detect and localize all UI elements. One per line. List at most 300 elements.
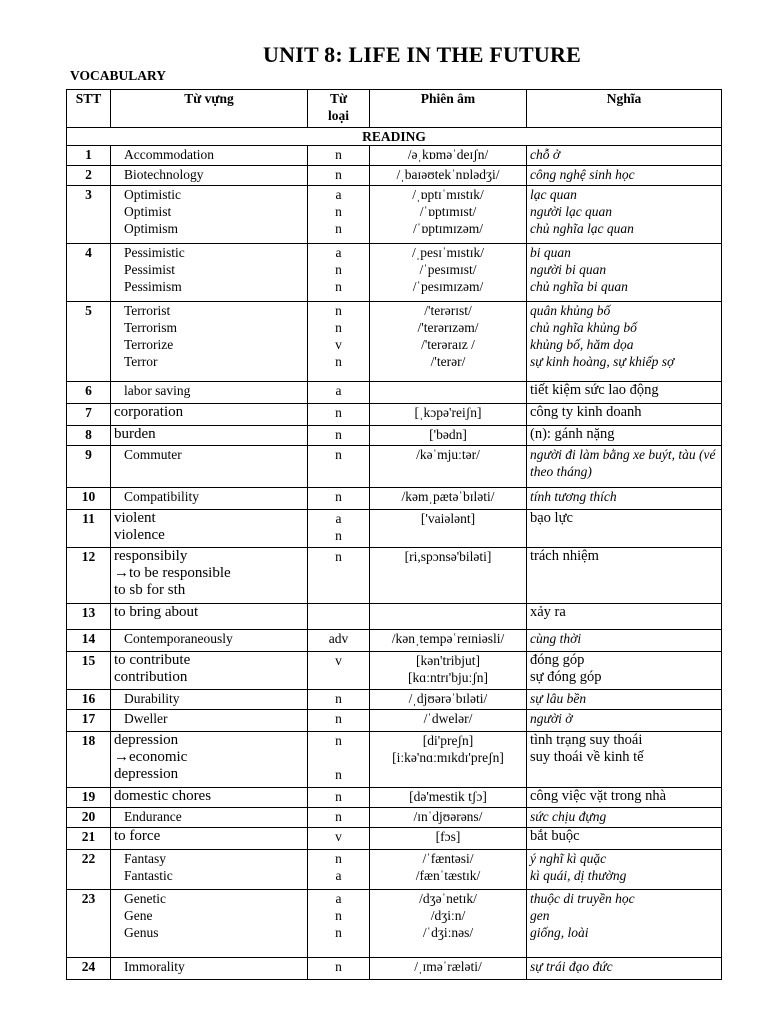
- meaning-line: trách nhiệm: [530, 548, 599, 564]
- vocab-word-line: depression: [114, 732, 179, 748]
- part-of-speech-line: n: [335, 427, 342, 442]
- pronunciation-line: /ˈdwelər/: [423, 711, 473, 726]
- part-of-speech-line: n: [335, 405, 342, 420]
- row-number: 14: [67, 630, 111, 652]
- part-of-speech: [308, 186, 370, 244]
- section-subtitle: VOCABULARY: [70, 68, 167, 83]
- vocab-word-line: Pessimistic: [124, 245, 185, 260]
- vocab-word: [111, 446, 308, 488]
- pronunciation-line: [373, 382, 523, 399]
- pronunciation: [370, 710, 527, 732]
- pronunciation-line: /ˈɒptɪmɪzəm/: [412, 221, 484, 236]
- pronunciation-line: /kəmˌpætəˈbɪləti/: [401, 489, 495, 504]
- vocab-word-line: Genus: [124, 925, 159, 940]
- pronunciation-line: /'terər/: [430, 354, 466, 369]
- part-of-speech: [308, 488, 370, 510]
- pronunciation-line: /ˈɒptɪmɪst/: [419, 204, 477, 219]
- part-of-speech-line: n: [335, 691, 342, 706]
- meaning-line: chủ nghĩa khủng bố: [530, 320, 637, 335]
- meaning-line: sự trái đạo đức: [530, 959, 613, 974]
- part-of-speech-line: n: [335, 733, 342, 748]
- part-of-speech-line: n: [335, 354, 342, 369]
- meaning-line: ý nghĩ kì quặc: [530, 851, 607, 866]
- meaning-line: bắt buộc: [530, 828, 580, 844]
- pronunciation-line: /kəˈmjuːtər/: [416, 447, 480, 462]
- row-number: 8: [67, 426, 111, 446]
- pronunciation-line: /'terəraɪz /: [421, 337, 475, 352]
- header-stt: STT: [67, 90, 111, 128]
- vocab-word-line: to force: [114, 828, 161, 844]
- meaning: [527, 710, 722, 732]
- table-row: [67, 630, 722, 652]
- part-of-speech-line: a: [335, 187, 342, 202]
- meaning: [527, 510, 722, 548]
- vocab-word: [111, 302, 308, 382]
- pronunciation: [370, 186, 527, 244]
- vocab-word-line: Immorality: [124, 959, 185, 974]
- meaning-line: tình trạng suy thoái: [530, 732, 643, 748]
- vocabulary-table: [66, 89, 722, 980]
- table-row: [67, 244, 722, 302]
- pronunciation: [370, 548, 527, 604]
- pronunciation: [370, 850, 527, 890]
- row-number: 11: [67, 510, 111, 548]
- pronunciation-line: [ri,spɔnsə'biləti]: [404, 549, 492, 564]
- row-number: 22: [67, 850, 111, 890]
- pronunciation: [370, 958, 527, 980]
- meaning-line: sức chịu đựng: [530, 809, 607, 824]
- pronunciation-line: /dʒəˈnetɪk/: [419, 891, 477, 906]
- row-number: 16: [67, 690, 111, 710]
- pronunciation: [370, 732, 527, 788]
- meaning: [527, 604, 722, 630]
- row-number: 12: [67, 548, 111, 604]
- row-number: 17: [67, 710, 111, 732]
- pronunciation: [370, 488, 527, 510]
- vocab-word-line: Biotechnology: [124, 167, 204, 182]
- table-row: [67, 146, 722, 166]
- meaning: [527, 788, 722, 808]
- row-number: 10: [67, 488, 111, 510]
- vocab-word-line: Commuter: [124, 447, 182, 462]
- part-of-speech: [308, 958, 370, 980]
- table-header-row: [67, 90, 722, 128]
- vocab-word-line: Genetic: [124, 891, 166, 906]
- part-of-speech: [308, 850, 370, 890]
- vocab-word-line: Contemporaneously: [124, 631, 233, 646]
- meaning-line: theo tháng): [530, 464, 592, 479]
- pronunciation: [370, 630, 527, 652]
- row-number: 13: [67, 604, 111, 630]
- part-of-speech: [308, 732, 370, 788]
- part-of-speech-line: n: [335, 303, 342, 318]
- pronunciation-line: /ˌbaɪəʊtekˈnɒlədʒi/: [396, 167, 500, 182]
- part-of-speech-line: n: [335, 851, 342, 866]
- meaning-line: đóng góp: [530, 652, 585, 668]
- pronunciation-line: /fænˈtæstɪk/: [415, 868, 481, 883]
- meaning: [527, 146, 722, 166]
- meaning-line: công nghệ sinh học: [530, 167, 635, 182]
- vocab-word-line: →to be responsible: [114, 565, 231, 581]
- row-number: 6: [67, 382, 111, 404]
- vocab-word-line: Accommodation: [124, 147, 214, 162]
- pronunciation-line: /əˌkɒməˈdeɪʃn/: [407, 147, 489, 162]
- vocab-word-line: violent: [114, 510, 156, 526]
- pronunciation-line: /ˈdʒiːnəs/: [422, 925, 474, 940]
- meaning-line: tính tương thích: [530, 489, 617, 504]
- part-of-speech: [308, 382, 370, 404]
- meaning-line: công ty kinh doanh: [530, 404, 642, 420]
- vocab-word: [111, 166, 308, 186]
- pronunciation: [370, 510, 527, 548]
- row-number: 20: [67, 808, 111, 828]
- header-meaning: Nghĩa: [527, 90, 722, 128]
- pronunciation: [370, 828, 527, 850]
- meaning: [527, 186, 722, 244]
- vocab-word-line: contribution: [114, 669, 188, 685]
- part-of-speech-line: a: [335, 868, 342, 883]
- part-of-speech: [308, 690, 370, 710]
- vocab-word: [111, 548, 308, 604]
- part-of-speech-line: adv: [328, 631, 349, 646]
- pronunciation-line: /'terərɪst/: [424, 303, 472, 318]
- pronunciation-line: /ˈpesɪmɪzəm/: [412, 279, 484, 294]
- table-row: [67, 808, 722, 828]
- meaning: [527, 404, 722, 426]
- pronunciation: [370, 146, 527, 166]
- vocab-word: [111, 244, 308, 302]
- vocab-word-line: Optimism: [124, 221, 179, 236]
- part-of-speech-line: n: [335, 320, 342, 335]
- vocab-word-line: depression: [114, 766, 179, 782]
- part-of-speech: [308, 302, 370, 382]
- page-title: UNIT 8: LIFE IN THE FUTURE: [263, 42, 581, 67]
- vocab-word-line: responsibily: [114, 548, 188, 564]
- row-number: 24: [67, 958, 111, 980]
- meaning: [527, 548, 722, 604]
- meaning-line: người bi quan: [530, 262, 607, 277]
- part-of-speech-line: n: [335, 789, 342, 804]
- part-of-speech: [308, 446, 370, 488]
- vocab-word-line: Fantasy: [124, 851, 166, 866]
- pronunciation-line: /ˈpesɪmɪst/: [419, 262, 477, 277]
- vocab-word-line: Fantastic: [124, 868, 173, 883]
- meaning: [527, 850, 722, 890]
- vocab-word: [111, 630, 308, 652]
- pronunciation-line: [di'preʃn]: [422, 733, 474, 748]
- pronunciation: [370, 690, 527, 710]
- row-number: 21: [67, 828, 111, 850]
- part-of-speech: [308, 146, 370, 166]
- table-row: [67, 404, 722, 426]
- row-number: 1: [67, 146, 111, 166]
- vocab-word-line: Gene: [124, 908, 153, 923]
- meaning-line: suy thoái về kinh tế: [530, 749, 644, 765]
- part-of-speech-line: n: [335, 147, 342, 162]
- part-of-speech-line: a: [335, 245, 342, 260]
- vocab-word-line: burden: [114, 426, 156, 442]
- pronunciation-line: /ˌɒptɪˈmɪstɪk/: [412, 187, 484, 202]
- part-of-speech: [308, 604, 370, 630]
- table-row: [67, 426, 722, 446]
- table-row: [67, 548, 722, 604]
- header-ipa: Phiên âm: [370, 90, 527, 128]
- pronunciation-line: [də'mestik tʃɔ]: [409, 789, 487, 804]
- meaning: [527, 302, 722, 382]
- vocab-word-line: domestic chores: [114, 788, 212, 804]
- meaning-line: quân khủng bố: [530, 303, 611, 318]
- meaning: [527, 808, 722, 828]
- pronunciation-line: ['bədn]: [429, 427, 467, 442]
- row-number: 2: [67, 166, 111, 186]
- part-of-speech-line: a: [335, 383, 342, 398]
- meaning-line: người ở: [530, 711, 573, 726]
- meaning-line: chủ nghĩa lạc quan: [530, 221, 634, 236]
- section-label: READING: [67, 128, 722, 146]
- vocab-word-line: Terrorist: [124, 303, 171, 318]
- part-of-speech-line: n: [335, 959, 342, 974]
- part-of-speech-line: n: [335, 528, 342, 543]
- meaning: [527, 828, 722, 850]
- part-of-speech: [308, 426, 370, 446]
- row-number: 19: [67, 788, 111, 808]
- table-row: [67, 446, 722, 488]
- meaning-line: khủng bố, hăm dọa: [530, 337, 634, 352]
- meaning-line: công việc vặt trong nhà: [530, 788, 667, 804]
- vocab-word: [111, 788, 308, 808]
- part-of-speech: [308, 808, 370, 828]
- meaning-line: sự đóng góp: [530, 669, 602, 685]
- table-row: [67, 382, 722, 404]
- vocab-word: [111, 828, 308, 850]
- table-row: [67, 828, 722, 850]
- meaning-line: giống, loài: [530, 925, 589, 940]
- pronunciation-line: /ɪnˈdjʊərəns/: [413, 809, 483, 824]
- pronunciation-line: [fɔs]: [435, 829, 461, 844]
- vocab-word-line: Dweller: [124, 711, 168, 726]
- pronunciation: [370, 382, 527, 404]
- part-of-speech: [308, 890, 370, 958]
- table-row: [67, 186, 722, 244]
- pronunciation-line: [kən'tribjut]: [416, 653, 480, 668]
- meaning: [527, 488, 722, 510]
- vocab-word: [111, 732, 308, 788]
- part-of-speech-line: [311, 604, 366, 621]
- part-of-speech: [308, 828, 370, 850]
- table-row: [67, 710, 722, 732]
- meaning-line: lạc quan: [530, 187, 577, 202]
- pronunciation-line: [373, 604, 523, 621]
- row-number: 15: [67, 652, 111, 690]
- table-row: [67, 488, 722, 510]
- meaning-line: tiết kiệm sức lao động: [530, 382, 659, 398]
- part-of-speech-line: n: [335, 489, 342, 504]
- vocab-word: [111, 710, 308, 732]
- header-word: Từ vựng: [111, 90, 308, 128]
- part-of-speech-line: n: [335, 204, 342, 219]
- vocab-word: [111, 690, 308, 710]
- meaning-line: bi quan: [530, 245, 571, 260]
- part-of-speech: [308, 166, 370, 186]
- vocab-word: [111, 146, 308, 166]
- part-of-speech-line: n: [335, 767, 342, 782]
- table-row: [67, 302, 722, 382]
- part-of-speech-line: n: [335, 221, 342, 236]
- part-of-speech-line: v: [335, 337, 342, 352]
- section-row: [67, 128, 722, 146]
- pronunciation: [370, 404, 527, 426]
- meaning: [527, 652, 722, 690]
- vocab-word-line: Optimist: [124, 204, 172, 219]
- meaning-line: người đi làm bằng xe buýt, tàu (vé: [530, 447, 716, 462]
- vocab-word-line: Terror: [124, 354, 158, 369]
- row-number: 5: [67, 302, 111, 382]
- part-of-speech: [308, 710, 370, 732]
- pronunciation-line: /ˈfæntəsi/: [422, 851, 474, 866]
- meaning-line: gen: [530, 908, 550, 923]
- vocab-word: [111, 652, 308, 690]
- table-row: [67, 166, 722, 186]
- vocab-word-line: Terrorism: [124, 320, 178, 335]
- meaning-line: chủ nghĩa bi quan: [530, 279, 628, 294]
- pronunciation-line: /'terərɪzəm/: [417, 320, 479, 335]
- meaning: [527, 958, 722, 980]
- vocab-word: [111, 186, 308, 244]
- pronunciation-line: /dʒiːn/: [430, 908, 466, 923]
- vocab-word-line: Pessimist: [124, 262, 176, 277]
- row-number: 3: [67, 186, 111, 244]
- part-of-speech-line: a: [335, 891, 342, 906]
- meaning: [527, 630, 722, 652]
- pronunciation: [370, 890, 527, 958]
- part-of-speech: [308, 652, 370, 690]
- meaning: [527, 426, 722, 446]
- pronunciation-line: /ˌdjʊərəˈbɪləti/: [408, 691, 488, 706]
- part-of-speech: [308, 788, 370, 808]
- pronunciation-line: [kɑːntrɪ'bjuːʃn]: [408, 670, 488, 685]
- header-pos: Từ loại: [308, 90, 370, 128]
- part-of-speech: [308, 404, 370, 426]
- vocab-word: [111, 958, 308, 980]
- part-of-speech-line: n: [335, 279, 342, 294]
- part-of-speech-line: a: [335, 511, 342, 526]
- part-of-speech-line: n: [335, 925, 342, 940]
- vocab-word-line: Terrorize: [124, 337, 174, 352]
- pronunciation: [370, 244, 527, 302]
- pronunciation-line: [iːkə'nɑːmɪkdɪ'preʃn]: [392, 750, 504, 765]
- pronunciation-line: ['vaiələnt]: [420, 511, 476, 526]
- pronunciation: [370, 446, 527, 488]
- pronunciation: [370, 788, 527, 808]
- table-row: [67, 604, 722, 630]
- vocab-word-line: Endurance: [124, 809, 182, 824]
- pronunciation: [370, 604, 527, 630]
- vocab-word-line: Durability: [124, 691, 180, 706]
- vocab-word-line: corporation: [114, 404, 184, 420]
- meaning-line: sự lâu bền: [530, 691, 587, 706]
- row-number: 4: [67, 244, 111, 302]
- part-of-speech: [308, 630, 370, 652]
- meaning: [527, 166, 722, 186]
- vocab-word: [111, 604, 308, 630]
- part-of-speech: [308, 510, 370, 548]
- part-of-speech-line: n: [335, 809, 342, 824]
- meaning: [527, 382, 722, 404]
- row-number: 7: [67, 404, 111, 426]
- pronunciation-line: /ˌɪməˈræləti/: [414, 959, 482, 974]
- meaning: [527, 732, 722, 788]
- meaning-line: người lạc quan: [530, 204, 613, 219]
- part-of-speech-line: v: [335, 653, 342, 668]
- vocab-word-line: to bring about: [114, 604, 199, 620]
- meaning: [527, 890, 722, 958]
- vocab-word-line: Optimistic: [124, 187, 181, 202]
- vocab-word: [111, 426, 308, 446]
- pronunciation: [370, 808, 527, 828]
- table-row: [67, 652, 722, 690]
- meaning-line: chỗ ở: [530, 147, 561, 162]
- meaning-line: cùng thời: [530, 631, 582, 646]
- table-row: [67, 732, 722, 788]
- meaning-line: sự kinh hoàng, sự khiếp sợ: [530, 354, 675, 369]
- meaning: [527, 446, 722, 488]
- part-of-speech-line: v: [335, 829, 342, 844]
- vocab-word-line: violence: [114, 527, 165, 543]
- vocab-word: [111, 382, 308, 404]
- vocab-word: [111, 850, 308, 890]
- table-row: [67, 788, 722, 808]
- part-of-speech-line: n: [335, 262, 342, 277]
- meaning-line: kì quái, dị thường: [530, 868, 627, 883]
- row-number: 23: [67, 890, 111, 958]
- table-row: [67, 690, 722, 710]
- part-of-speech-line: n: [335, 711, 342, 726]
- vocab-word: [111, 488, 308, 510]
- vocab-word: [111, 808, 308, 828]
- pronunciation: [370, 166, 527, 186]
- vocab-word-line: to contribute: [114, 652, 191, 668]
- meaning: [527, 244, 722, 302]
- pronunciation: [370, 426, 527, 446]
- part-of-speech-line: n: [335, 167, 342, 182]
- pronunciation: [370, 652, 527, 690]
- pronunciation-line: /ˌpesɪˈmɪstɪk/: [412, 245, 484, 260]
- meaning-line: xảy ra: [530, 604, 566, 620]
- part-of-speech-line: n: [335, 908, 342, 923]
- vocab-word: [111, 510, 308, 548]
- part-of-speech-line: n: [335, 549, 342, 564]
- part-of-speech-line: [311, 749, 366, 766]
- vocab-word-line: labor saving: [124, 383, 191, 398]
- part-of-speech: [308, 244, 370, 302]
- meaning-line: thuộc di truyền học: [530, 891, 635, 906]
- table-row: [67, 850, 722, 890]
- pronunciation-line: [ˌkɔpə'reiʃn]: [414, 405, 482, 420]
- vocab-word-line: Compatibility: [124, 489, 200, 504]
- vocab-word: [111, 890, 308, 958]
- vocab-word-line: →economic: [114, 749, 188, 765]
- vocab-word: [111, 404, 308, 426]
- meaning-line: bạo lực: [530, 510, 573, 526]
- pronunciation: [370, 302, 527, 382]
- meaning-line: (n): gánh nặng: [530, 426, 615, 442]
- table-row: [67, 510, 722, 548]
- row-number: 9: [67, 446, 111, 488]
- table-row: [67, 958, 722, 980]
- meaning: [527, 690, 722, 710]
- vocab-word-line: Pessimism: [124, 279, 182, 294]
- vocab-word-line: to sb for sth: [114, 582, 186, 598]
